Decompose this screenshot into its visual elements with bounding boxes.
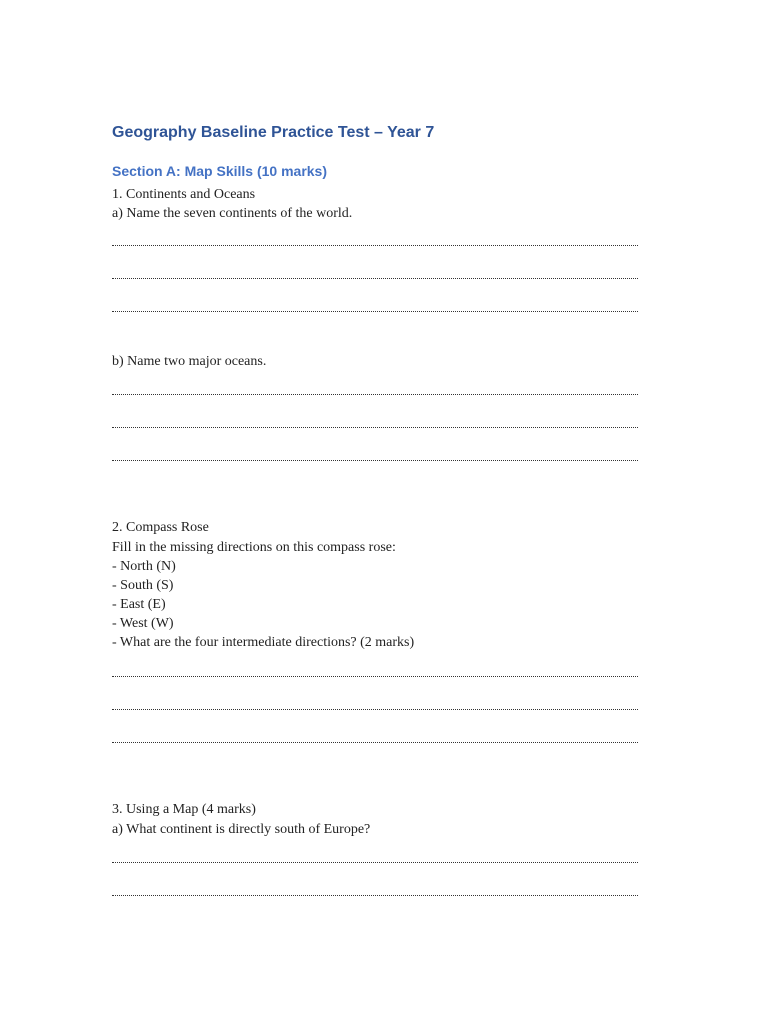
answer-line <box>112 394 638 395</box>
question-1-title: 1. Continents and Oceans <box>112 187 256 202</box>
answer-line <box>112 742 638 743</box>
answer-line <box>112 676 638 677</box>
answer-line <box>112 311 638 312</box>
direction-list-item: - South (S) <box>112 578 174 593</box>
answer-line <box>112 709 638 710</box>
answer-line <box>112 460 638 461</box>
direction-list-item: - West (W) <box>112 616 174 631</box>
answer-line <box>112 862 638 863</box>
answer-line <box>112 427 638 428</box>
question-2-title: 2. Compass Rose <box>112 520 209 535</box>
answer-line <box>112 278 638 279</box>
direction-list-item: - North (N) <box>112 559 176 574</box>
question-2-instruction: Fill in the missing directions on this compass rose: <box>112 540 396 555</box>
section-a-heading: Section A: Map Skills (10 marks) <box>112 163 327 179</box>
direction-list-item: - East (E) <box>112 597 166 612</box>
question-3-title: 3. Using a Map (4 marks) <box>112 802 256 817</box>
direction-list-item: - What are the four intermediate directions? (2 marks) <box>112 635 415 650</box>
page-title: Geography Baseline Practice Test – Year 7 <box>112 124 435 141</box>
question-3a-text: a) What continent is directly south of Europe? <box>112 822 371 837</box>
answer-line <box>112 895 638 896</box>
question-1b-text: b) Name two major oceans. <box>112 354 267 369</box>
question-1a-text: a) Name the seven continents of the world. <box>112 206 353 221</box>
answer-line <box>112 245 638 246</box>
